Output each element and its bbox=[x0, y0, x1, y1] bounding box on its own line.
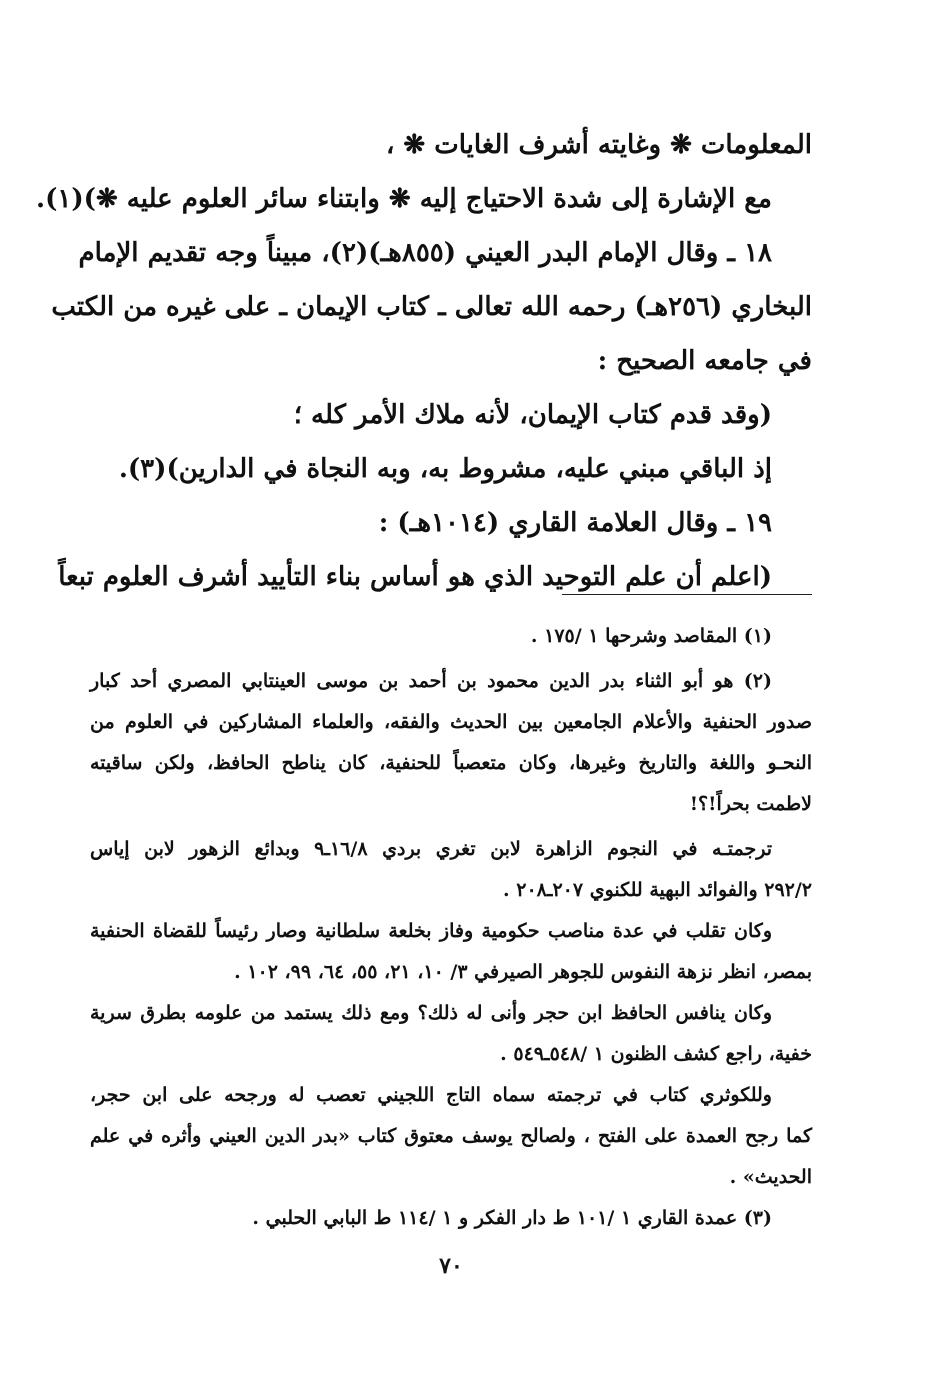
footnote-2b-line: ترجمتـه في النجوم الزاهرة لابن تغري بردي ١٦/٨ـ٩ وبدائع الزهور لابن إياس bbox=[90, 838, 772, 860]
footnote-2-line: لاطمت بحراً!؟! bbox=[689, 793, 812, 815]
footnote-2e-line: كما رجح العمدة على الفتح ، ولصالح يوسف معتوق كتاب «بدر الدين العيني وأثره في علم bbox=[90, 1125, 812, 1147]
main-line-8: ١٩ ـ وقال العلامة القاري (١٠١٤هـ) : bbox=[378, 508, 772, 538]
footnotes bbox=[90, 616, 812, 1239]
main-line-6: (وقد قدم كتاب الإيمان، لأنه ملاك الأمر كله ؛ bbox=[293, 400, 772, 430]
main-line-5: في جامعه الصحيح : bbox=[597, 346, 812, 376]
book-page bbox=[36, 118, 812, 1318]
footnote-2e-line: الحديث» . bbox=[729, 1166, 812, 1188]
main-text bbox=[36, 118, 812, 604]
main-line-7: إذ الباقي مبني عليه، مشروط به، وبه النجاة في الدارين)(٣). bbox=[118, 454, 772, 484]
footnote-2c-line: بمصر، انظر نزهة النفوس للجوهر الصيرفي ٣/ ١٠، ٢١، ٥٥، ٦٤، ٩٩، ١٠٢ . bbox=[234, 961, 812, 983]
main-line-4: البخاري (٢٥٦هـ) رحمه الله تعالى ـ كتاب الإيمان ـ على غيره من الكتب bbox=[51, 292, 812, 322]
footnote-2c-line: وكان تقلب في عدة مناصب حكومية وفاز بخلعة سلطانية وصار رئيساً للقضاة الحنفية bbox=[90, 920, 772, 942]
footnote-1: (١) المقاصد وشرحها ١ /١٧٥ . bbox=[530, 625, 772, 647]
footnote-2e-line: وللكوثري كتاب في ترجمته سماه التاج اللجيني تعصب له ورجحه على ابن حجر، bbox=[90, 1084, 772, 1106]
footnote-divider bbox=[562, 594, 812, 595]
main-line-3: ١٨ ـ وقال الإمام البدر العيني (٨٥٥هـ)(٢)، مبيناً وجه تقديم الإمام bbox=[78, 238, 772, 268]
footnote-3: (٣) عمدة القاري ١ /١٠١ ط دار الفكر و ١ /١١٤ ط البابي الحلبي . bbox=[252, 1207, 772, 1229]
footnote-2d-line: خفية، راجع كشف الظنون ١ /٥٤٨ـ٥٤٩ . bbox=[500, 1043, 812, 1065]
footnote-2b-line: ٢٩٢/٢ والفوائد البهية للكنوي ٢٠٧ـ٢٠٨ . bbox=[503, 879, 812, 901]
main-line-1: المعلومات ❋ وغايته أشرف الغايات ❋ ، bbox=[385, 130, 812, 160]
main-line-2: مع الإشارة إلى شدة الاحتياج إليه ❋ وابتناء سائر العلوم عليه ❋)(١). bbox=[36, 184, 772, 214]
footnote-2d-line: وكان ينافس الحافظ ابن حجر وأنى له ذلك؟ ومع ذلك يستمد من علومه بطرق سرية bbox=[90, 1002, 772, 1024]
footnote-2-line: النحـو واللغة والتاريخ وغيرها، وكان متعصباً للحنفية، كان يناطح الحافظ، ولكن ساقيته bbox=[90, 752, 812, 774]
main-line-9: (اعلم أن علم التوحيد الذي هو أساس بناء التأييد أشرف العلوم تبعاً bbox=[58, 562, 772, 592]
page-number: ٧٠ bbox=[439, 1253, 463, 1279]
footnote-2-line: صدور الحنفية والأعلام الجامعين بين الحديث والفقه، والعلماء المشاركين في العلوم من bbox=[90, 711, 812, 733]
footnote-2-line: (٢) هو أبو الثناء بدر الدين محمود بن أحمد بن موسى العينتابي المصري أحد كبار bbox=[90, 670, 772, 692]
